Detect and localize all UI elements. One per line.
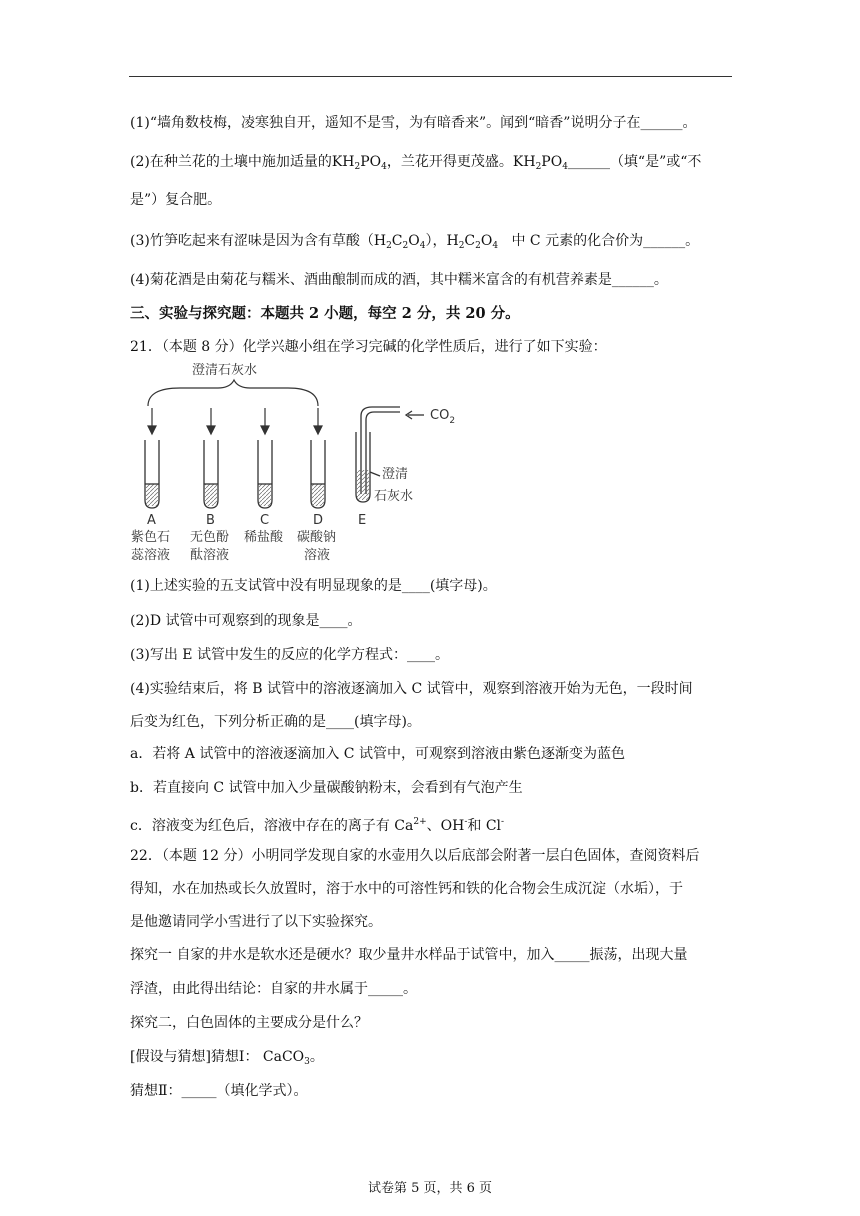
q22-line6: 探究二，白色固体的主要成分是什么？ <box>130 1015 368 1031</box>
q21-part4-line1: (4)实验结束后，将 B 试管中的溶液逐滴加入 C 试管中，观察到溶液开始为无色，一段时间 <box>130 681 693 697</box>
q20-part2-text-b: ，兰花开得更茂盛。 <box>386 154 513 170</box>
tube-letter-c: C <box>260 513 270 528</box>
q21-option-c: c．溶液变为红色后，溶液中存在的离子有 $Ca^{2+}$、OH-和 Cl- <box>130 817 505 834</box>
q21-part4-line2: 后变为红色，下列分析正确的是____(填字母)。 <box>130 714 421 730</box>
tube-letter-b: B <box>206 513 215 528</box>
q20-part4: (4)菊花酒是由菊花与糯米、酒曲酿制而成的酒，其中糯米富含的有机营养素是______。 <box>130 272 668 288</box>
q22-line1: 22．（本题 12 分）小明同学发现自家的水壶用久以后底部会附著一层白色固体，查阅资料后 <box>130 848 700 864</box>
q20-part2-line2: 是”）复合肥。 <box>130 192 222 208</box>
hypothesis-1-text: [假设与猜想]猜想Ⅰ： CaCO <box>130 1049 305 1065</box>
q20-part2-text-c: ______（填“是”或“不 <box>567 154 702 170</box>
page-footer: 试卷第 5 页，共 6 页 <box>367 1181 493 1196</box>
liquid-c <box>259 484 271 506</box>
q20-part3-text-a: (3)竹笋吃起来有涩味是因为含有草酸（ <box>130 233 374 249</box>
tube-e-label-2: 石灰水 <box>374 489 414 504</box>
brace <box>148 380 318 406</box>
test-tube-figure <box>130 360 490 566</box>
q20-part3: (3)竹笋吃起来有涩味是因为含有草酸$(H_2C_2O_4)$，$H_2C_2O_4$ 中 C 元素的化合价为______。 <box>130 233 700 251</box>
q22-line7: [假设与猜想]猜想Ⅰ： CaCO$_3$。 <box>130 1049 324 1067</box>
liquid-b <box>205 484 217 506</box>
hypothesis-1-end: 。 <box>309 1049 324 1065</box>
q21-option-b: b．若直接向 C 试管中加入少量碳酸钠粉末，会看到有气泡产生 <box>130 780 523 796</box>
q22-line8: 猜想Ⅱ：_____（填化学式）。 <box>130 1083 308 1099</box>
tube-name-b-line1: 无色酚 <box>190 530 230 545</box>
q20-part2-text-a: (2)在种兰花的土壤中施加适量的 <box>130 154 332 170</box>
q21-part2: (2)D 试管中可观察到的现象是____。 <box>130 613 362 629</box>
tube-labels <box>131 513 366 563</box>
q20-part2-line1: (2)在种兰花的土壤中施加适量的$KH_2PO_4$，兰花开得更茂盛。$KH_2PO_4\_\_\_\_\_\_$（填“是”或“不 <box>130 154 702 172</box>
tube-letter-e: E <box>358 513 367 528</box>
liquid-a <box>146 484 158 506</box>
tube-name-b-line2: 酞溶液 <box>190 548 230 563</box>
q21-option-a: a．若将 A 试管中的溶液逐滴加入 C 试管中，可观察到溶液由紫色逐渐变为蓝色 <box>130 746 625 762</box>
tube-e-label-1: 澄清 <box>382 467 409 482</box>
liquid-d <box>312 484 324 506</box>
q22-line2: 得知，水在加热或长久放置时，溶于水中的可溶性钙和铁的化合物会生成沉淀（水垢），于 <box>130 881 683 897</box>
tube-name-d-line2: 溶液 <box>304 548 331 563</box>
header-rule <box>129 76 732 77</box>
section-3-title: 三、实验与探究题：本题共 2 小题，每空 2 分，共 20 分。 <box>130 305 520 322</box>
figure-top-label: 澄清石灰水 <box>192 363 258 378</box>
q22-line4: 探究一 自家的井水是软水还是硬水？取少量井水样品于试管中，加入_____振荡，出现大量 <box>130 947 688 963</box>
q22-line3: 是他邀请同学小雪进行了以下实验探究。 <box>130 914 382 930</box>
tube-name-c-line1: 稀盐酸 <box>244 530 284 545</box>
drop-arrows <box>148 408 322 434</box>
tube-name-d-line1: 碳酸钠 <box>297 530 337 545</box>
q22-line5: 浮渣，由此得出结论：自家的井水属于_____。 <box>130 981 417 997</box>
q20-part3-text-c: 中 C 元素的化合价为______。 <box>511 233 700 249</box>
q21-part1: (1)上述实验的五支试管中没有明显现象的是____(填字母)。 <box>130 578 497 594</box>
tube-e <box>356 407 424 502</box>
q21-intro: 21．（本题 8 分）化学兴趣小组在学习完碱的化学性质后，进行了如下实验： <box>130 339 607 355</box>
gas-label: $CO_2$ <box>430 408 456 426</box>
tube-name-a-line1: 紫色石 <box>131 530 171 545</box>
q20-part3-text-b: ）， <box>425 233 447 249</box>
tube-name-a-line2: 蕊溶液 <box>131 548 171 563</box>
tube-letter-d: D <box>313 513 324 528</box>
tube-letter-a: A <box>147 513 156 528</box>
q21-part3: (3)写出 E 试管中发生的反应的化学方程式：____。 <box>130 647 449 663</box>
q20-part1: (1)“墙角数枝梅，凌寒独自开，遥知不是雪，为有暗香来”。闻到“暗香”说明分子在______。 <box>130 115 697 131</box>
test-tubes <box>145 440 325 508</box>
